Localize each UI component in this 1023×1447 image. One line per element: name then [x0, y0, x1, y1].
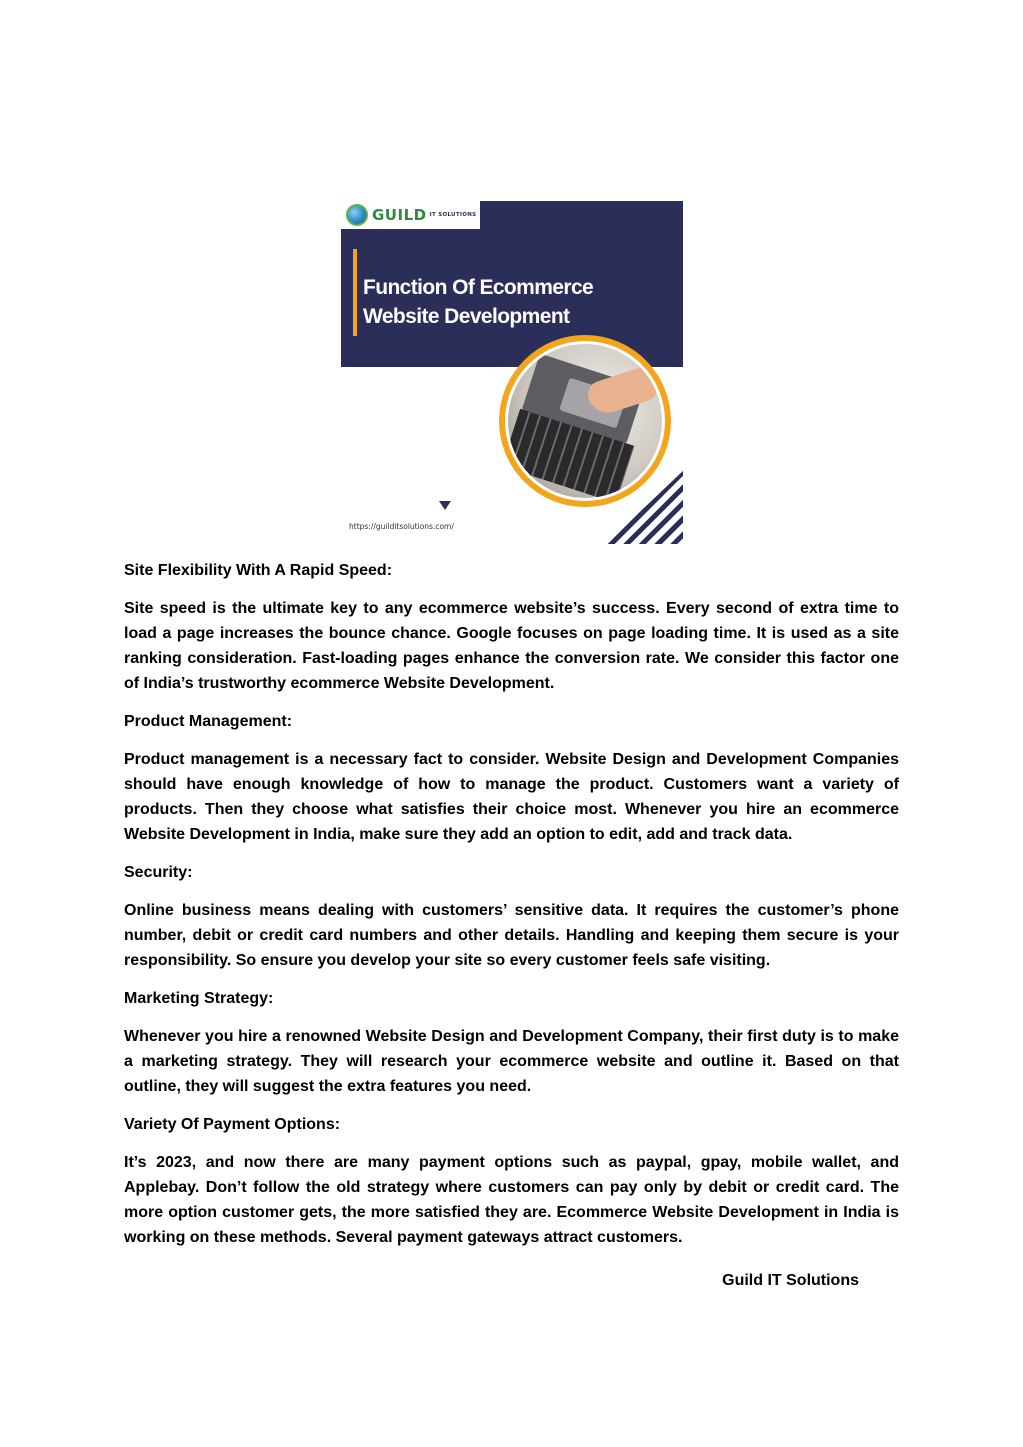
banner-title: Function Of Ecommerce Website Development: [363, 276, 594, 328]
section-heading-payment: Variety Of Payment Options:: [124, 1116, 341, 1133]
section-body-product-management: Product management is a necessary fact to consider. Website Design and Development Companies should have enough knowledge of how to manage the product. Customers want a variety of products. Then they choose what satisfies their choice most. Whenever you hire an ecommerce Website Development in India, make sure they add an option to edit, add and track data.: [124, 751, 899, 843]
section-heading-marketing: Marketing Strategy:: [124, 990, 274, 1007]
section-body-speed: Site speed is the ultimate key to any ecommerce website’s success. Every second of extra time to load a page increases the bounce chance. Google focuses on page loading time. It is used as a site ranking consideration. Fast-loading pages enhance the conversion rate. We consider this factor one of India’s trustworthy ecommerce Website Development.: [124, 600, 899, 692]
banner-url: https://guilditsolutions.com/: [349, 522, 454, 531]
section-heading-security: Security:: [124, 864, 193, 881]
logo-wordmark: GUILD: [372, 206, 427, 224]
banner-accent-bar: [353, 249, 357, 336]
section-heading-speed: Site Flexibility With A Rapid Speed:: [124, 562, 393, 579]
laptop-photo: [505, 341, 665, 501]
article-body: [124, 558, 899, 1263]
section-heading-product-management: Product Management:: [124, 713, 293, 730]
section-body-payment: It’s 2023, and now there are many payment options such as paypal, gpay, mobile wallet, and Applebay. Don’t follow the old strategy where customers can pay only by debit or credit card. The more option customer gets, the more satisfied they are. Ecommerce Website Development in India is working on these methods. Several payment gateways attract customers.: [124, 1154, 899, 1246]
globe-icon: [346, 204, 368, 226]
section-body-marketing: Whenever you hire a renowned Website Design and Development Company, their first duty is to make a marketing strategy. They will research your ecommerce website and outline it. Based on that outline, they will suggest the extra features you need.: [124, 1028, 899, 1095]
logo-subtitle: IT SOLUTIONS: [429, 212, 477, 218]
company-logo: [341, 201, 480, 229]
banner-image: [341, 201, 683, 544]
section-body-security: Online business means dealing with customers’ sensitive data. It requires the customer’s phone number, debit or credit card numbers and other details. Handling and keeping them secure is your responsibility. So ensure you develop your site so every customer feels safe visiting.: [124, 902, 899, 969]
down-arrow-icon: [439, 501, 451, 510]
signature: Guild IT Solutions: [722, 1272, 859, 1289]
